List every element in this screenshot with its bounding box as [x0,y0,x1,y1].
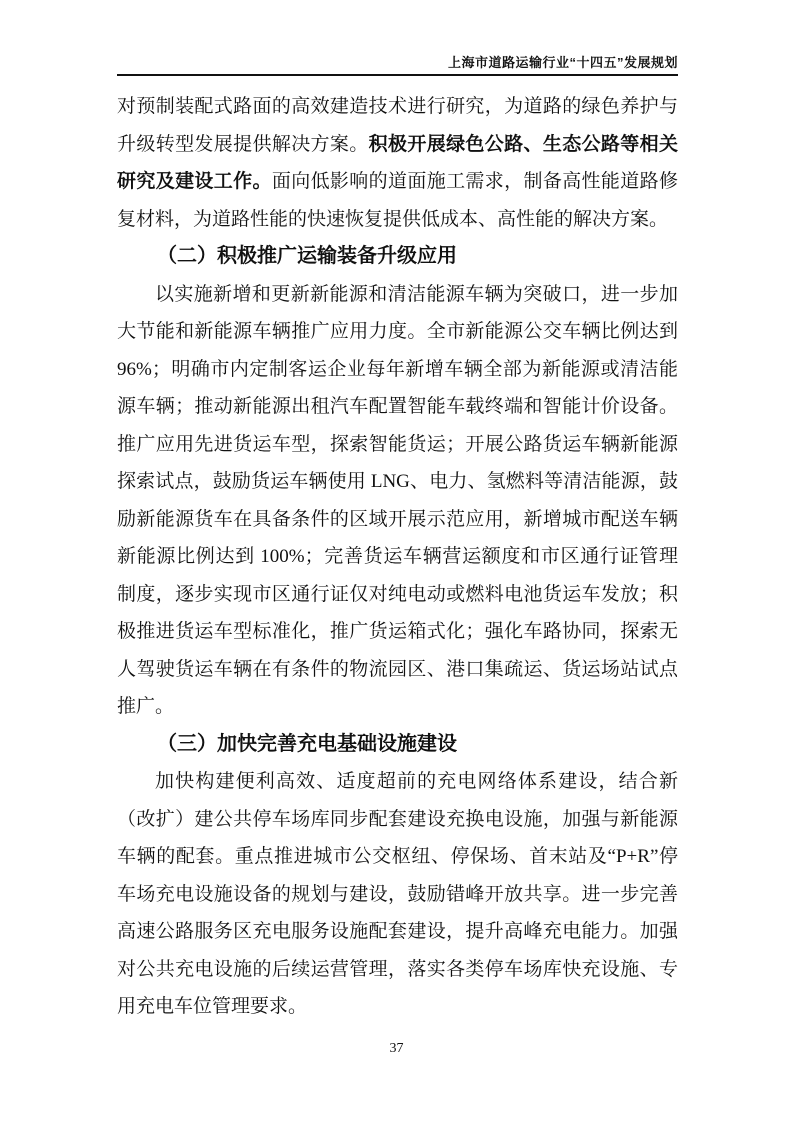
header-rule [117,74,678,76]
body-paragraph [117,88,678,238]
page-number: 37 [389,1041,404,1056]
text-run: 加快构建便利高效、适度超前的充电网络体系建设，结合新（改扩）建公共停车场库同步配套建设充换电设施，加强与新能源车辆的配套。重点推进城市公交枢纽、停保场、首末站及“P+R”停车场充电设施设备的规划与建设，鼓励错峰开放共享。进一步完善高速公路服务区充电服务设施配套建设，提升高峰充电能力。加强对公共充电设施的后续运营管理，落实各类停车场库快充设施、专用充电车位管理要求。 [117,771,678,1017]
bold-text-run: 积极开展绿色公路、生态公路等相关研究及建设工作。 [117,133,678,192]
body-paragraph [117,763,678,1026]
page-footer [0,1039,793,1058]
text-run: 对预制装配式路面的高效建造技术进行研究，为道路的绿色养护与升级转型发展提供解决方案。 [117,96,678,155]
bold-text-run: （三）加快完善充电基础设施建设 [157,732,457,755]
bold-text-run: （二）积极推广运输装备升级应用 [157,245,457,267]
page-header [117,54,678,76]
section-heading [117,726,678,764]
section-heading [117,238,678,276]
text-run: 以实施新增和更新新能源和清洁能源车辆为突破口，进一步加大节能和新能源车辆推广应用力度。全市新能源公交车辆比例达到96%；明确市内定制客运企业每年新增车辆全部为新能源或清洁能源车辆；推动新能源出租汽车配置智能车载终端和智能计价设备。推广应用先进货运车型，探索智能货运；开展公路货运车辆新能源探索试点，鼓励货运车辆使用 LNG、电力、氢燃料等清洁能源，鼓励新能源货车在具备条件的区域开展示范应用，新增城市配送车辆新能源比例达到 100%；完善货运车辆营运额度和市区通行证管理制度，逐步实现市区通行证仅对纯电动或燃料电池货运车发放；积极推进货运车型标准化，推广货运箱式化；强化车路协同，探索无人驾驶货运车辆在有条件的物流园区、港口集疏运、货运场站试点推广。 [117,283,678,717]
header-title: 上海市道路运输行业“十四五”发展规划 [447,55,678,70]
body-paragraph [117,276,678,726]
document-body [117,88,678,1026]
text-run: 面向低影响的道面施工需求，制备高性能道路修复材料，为道路性能的快速恢复提供低成本、高性能的解决方案。 [117,171,678,230]
